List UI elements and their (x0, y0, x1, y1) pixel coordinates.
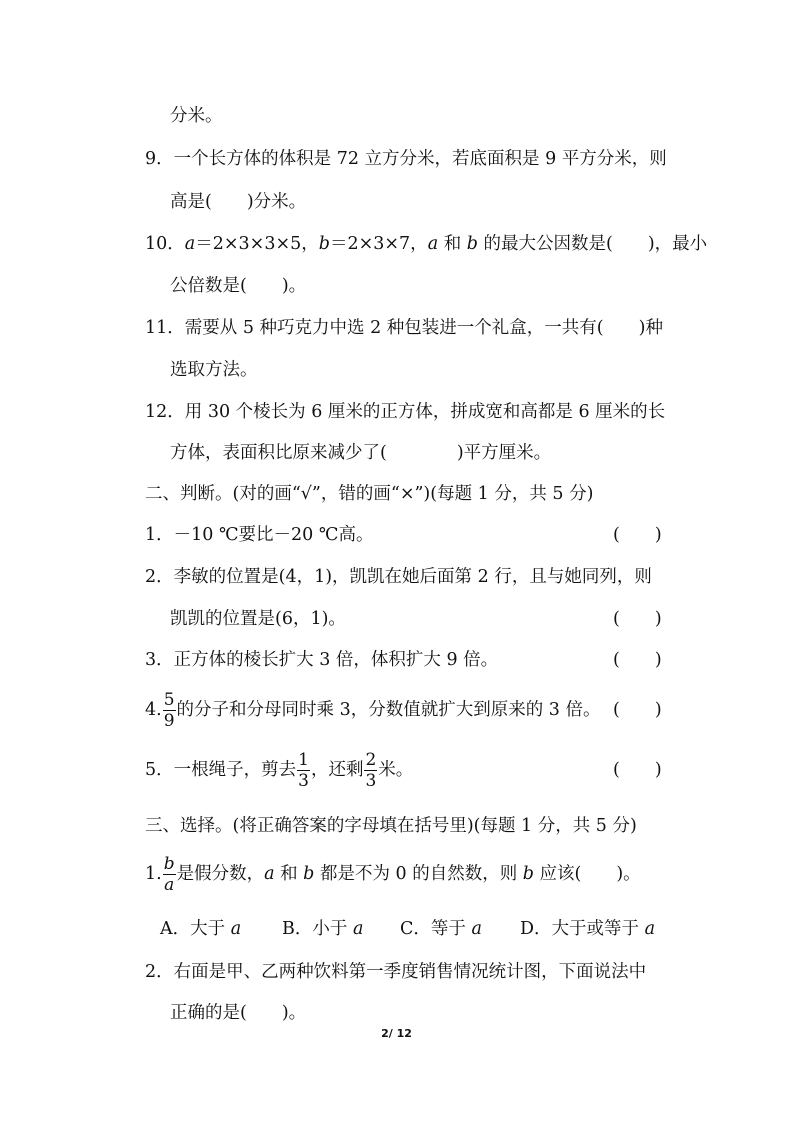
choice-option-a[interactable] (160, 917, 241, 941)
judge-1: 1．－10 ℃要比－20 ℃高。 (145, 525, 374, 545)
question-12-line2: 方体，表面积比原来减少了( )平方厘米。 (170, 443, 552, 463)
text-and: 和 (274, 864, 304, 884)
choice-1-text: 是假分数， (176, 864, 265, 884)
var-a: a (427, 234, 439, 254)
option-label: D．大于或等于 (520, 919, 645, 939)
choice-option-c[interactable] (400, 917, 482, 941)
choice-1-text: 都是不为 0 的自然数，则 (314, 864, 523, 884)
judge-5-text-mid: ，还剩 (310, 760, 364, 780)
fraction-denominator: 3 (365, 771, 377, 791)
choice-1-number: 1. (145, 864, 162, 884)
var-b: b (466, 234, 478, 254)
option-label: A．大于 (160, 919, 231, 939)
var-a: a (352, 919, 364, 939)
judge-4-number: 4. (145, 700, 162, 720)
fraction-denominator: 9 (163, 711, 175, 731)
judge-5 (145, 748, 413, 792)
var-a: a (184, 234, 196, 254)
choice-option-b[interactable] (282, 917, 363, 941)
choice-1-text: 应该( )。 (533, 864, 641, 884)
section-3-title: 三、选择。(将正确答案的字母填在括号里)(每题 1 分，共 5 分) (145, 816, 637, 836)
question-9-line1: 9．一个长方体的体积是 72 立方分米，若底面积是 9 平方分米，则 (145, 149, 667, 169)
page-number: 2/ 12 (381, 1027, 412, 1040)
fraction-numerator: 1 (298, 750, 309, 770)
fraction-1-3 (297, 750, 310, 791)
fraction-numerator: b (163, 854, 175, 874)
judge-4-text: 的分子和分母同时乘 3，分数值就扩大到原来的 3 倍。 (176, 700, 601, 720)
var-a: a (644, 919, 656, 939)
fraction-denominator: a (164, 875, 175, 895)
question-11-line1: 11．需要从 5 种巧克力中选 2 种包装进一个礼盒，一共有( )种 (145, 318, 663, 338)
question-12-line1: 12．用 30 个棱长为 6 厘米的正方体，拼成宽和高都是 6 厘米的长 (145, 402, 666, 422)
fraction-2-3 (364, 750, 377, 791)
fraction-5-9 (163, 690, 176, 731)
option-label: C．等于 (400, 919, 472, 939)
judge-5-text-pre: 5．一根绳子，剪去 (145, 760, 297, 780)
judge-5-text-post: 米。 (378, 760, 414, 780)
question-10-number: 10． (145, 234, 185, 254)
eq-b: ＝2×3×7， (329, 234, 428, 254)
judge-4-answer-box[interactable]: ( ) (613, 700, 662, 720)
text-and: 和 (438, 234, 467, 254)
var-b: b (303, 864, 315, 884)
judge-1-answer-box[interactable]: ( ) (613, 525, 662, 545)
choice-2-line1: 2．右面是甲、乙两种饮料第一季度销售情况统计图，下面说法中 (145, 962, 647, 982)
eq-a: ＝2×3×3×5， (195, 234, 319, 254)
fraction-numerator: 5 (163, 690, 175, 710)
judge-2-answer-box[interactable]: ( ) (613, 609, 662, 629)
choice-1 (145, 852, 641, 896)
option-label: B．小于 (282, 919, 353, 939)
judge-4 (145, 688, 601, 732)
question-10-tail: 的最大公因数是( )，最小 (477, 234, 708, 254)
var-a: a (264, 864, 275, 884)
judge-3: 3．正方体的棱长扩大 3 倍，体积扩大 9 倍。 (145, 650, 499, 670)
var-b: b (318, 234, 330, 254)
section-2-title: 二、判断。(对的画“√”，错的画“×”)(每题 1 分，共 5 分) (145, 484, 594, 504)
judge-5-answer-box[interactable]: ( ) (613, 760, 662, 780)
choice-option-d[interactable] (520, 917, 655, 941)
var-a: a (471, 919, 482, 939)
fraction-b-a (163, 854, 176, 895)
question-9-line2: 高是( )分米。 (170, 192, 307, 212)
judge-3-answer-box[interactable]: ( ) (613, 650, 662, 670)
judge-2-line2: 凯凯的位置是(6，1)。 (170, 609, 346, 629)
fraction-numerator: 2 (365, 750, 377, 770)
var-b: b (522, 864, 534, 884)
fraction-denominator: 3 (298, 771, 309, 791)
carry-over-text: 分米。 (170, 106, 223, 126)
choice-2-line2: 正确的是( )。 (170, 1003, 307, 1023)
judge-2-line1: 2．李敏的位置是(4，1)，凯凯在她后面第 2 行，且与她同列，则 (145, 567, 652, 587)
question-10-line1 (145, 232, 707, 256)
question-11-line2: 选取方法。 (170, 360, 258, 380)
var-a: a (230, 919, 242, 939)
question-10-line2: 公倍数是( )。 (170, 276, 307, 296)
